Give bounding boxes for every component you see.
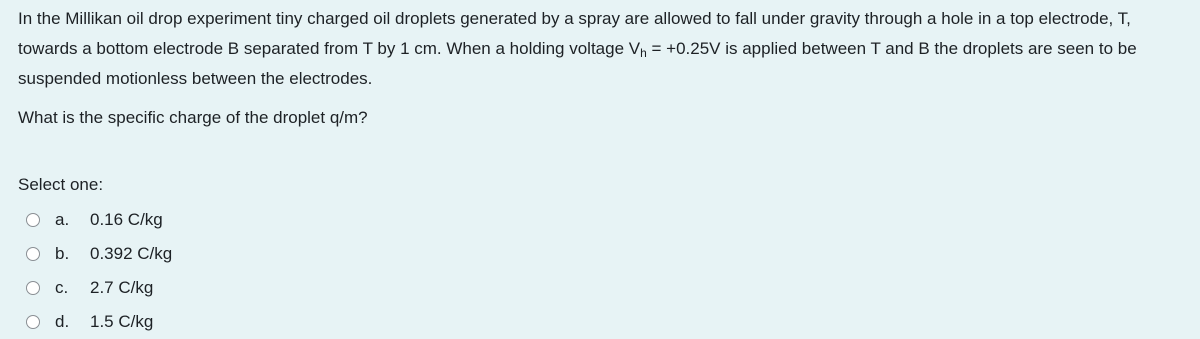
option-letter: a. [55,210,70,229]
radio-button-a[interactable] [26,213,40,227]
voltage-subscript: h [640,46,647,60]
option-letter: b. [55,244,70,263]
option-text: 0.16 C/kg [90,210,163,229]
radio-button-c[interactable] [26,281,40,295]
select-one-label: Select one: [18,175,104,194]
question-text [18,0,1182,133]
question-text-part2: = +0.25V is applied between T and B the droplets are seen to be suspended motionless between the electrodes. [18,39,1137,88]
question-prompt-paragraph: What is the specific charge of the droplet q/m? [18,108,368,127]
radio-button-b[interactable] [26,247,40,261]
answer-options [18,203,1182,339]
radio-button-d[interactable] [26,315,40,329]
option-text: 1.5 C/kg [90,312,154,331]
question-text-part1: In the Millikan oil drop experiment tiny charged oil droplets generated by a spray are allowed to fall under gravity through a hole in a top electrode, T, towards a bottom electrode B separated from T by 1 cm. When a holding voltage V [18,9,1131,58]
option-text: 0.392 C/kg [90,244,173,263]
question-paragraph [18,4,1182,94]
option-text: 2.7 C/kg [90,278,154,297]
answer-option-a[interactable] [18,203,1182,237]
answer-option-d[interactable] [18,305,1182,339]
option-letter: d. [55,312,70,331]
answer-option-c[interactable] [18,271,1182,305]
answer-option-b[interactable] [18,237,1182,271]
option-letter: c. [55,278,69,297]
